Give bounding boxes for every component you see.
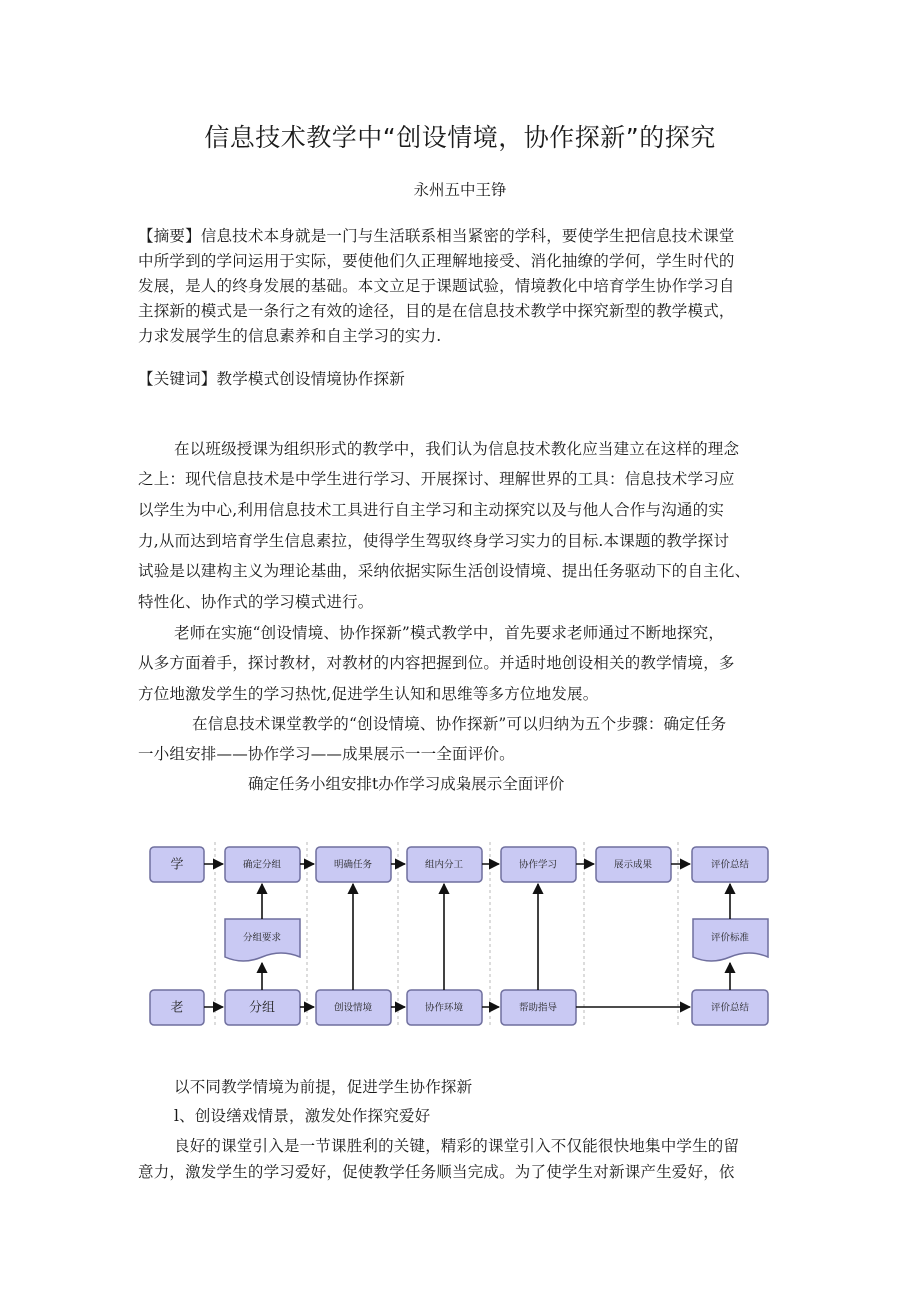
- body-line: 以学生为中心,利用信息技术工具进行自主学习和主动探究以及与他人合作与沟通的实: [138, 501, 725, 519]
- body-line: 试验是以建构主义为理论基曲，采纳依据实际生活创设情境、提出任务驱动下的自主化、: [138, 562, 751, 580]
- diagram-note: 以不同教学情境为前提，促进学生协作探新: [174, 1078, 473, 1096]
- body-line: 在以班级授课为组织形式的教学中，我们认为信息技术教化应当建立在这样的理念: [174, 440, 740, 458]
- teacher-step-label: 分组: [248, 1000, 276, 1016]
- teacher-step-label: 评价总结: [710, 1002, 750, 1014]
- steps-caption: 确定任务小组安排t办作学习成枭展示全面评价: [248, 775, 565, 793]
- body-line: 特性化、协作式的学习模式进行。: [138, 593, 374, 611]
- body-line: 力,从而达到培育学生信息素拉，使得学生驾驭终身学习实力的目标.本课题的教学探讨: [138, 532, 730, 550]
- teacher-step-label: 创设情境: [333, 1002, 373, 1014]
- body-line: 一小组安排——协作学习——成果展示一一全面评价。: [138, 745, 515, 763]
- abstract-line: 发展，是人的终身发展的基础。本文立足于课题试验，情境教化中培育学生协作学习自: [138, 277, 735, 295]
- author-line: 永州五中王铮: [413, 181, 507, 199]
- abstract-line: 中所学到的学问运用于实际，要使他们久正理解地接受、消化抽缭的学何，学生时代的: [138, 252, 735, 270]
- abstract-line: 主探新的模式是一条行之有效的途径，目的是在信息技术教学中探究新型的教学模式，: [138, 302, 735, 320]
- teacher-step-label: 帮助指导: [518, 1002, 558, 1014]
- workflow-diagram: [148, 837, 788, 1037]
- body-line: 老师在实施“创设情境、协作探新”模式教学中，首先要求老师通过不断地探究，: [174, 624, 725, 642]
- body-line: 在信息技术课堂教学的“创设情境、协作探新”可以归纳为五个步骤：确定任务: [192, 715, 727, 733]
- step-label: 协作学习: [518, 859, 558, 871]
- body-line: 从多方面着手，探讨教材，对教材的内容把握到位。并适时地创设相关的教学情境，多: [138, 654, 735, 672]
- abstract-line: 【摘要】信息技术本身就是一门与生活联系相当紧密的学科，要使学生把信息技术课堂: [138, 227, 735, 245]
- step-label: 明确任务: [333, 859, 373, 871]
- teacher-label: 老: [170, 1000, 184, 1016]
- step-label: 确定分组: [242, 859, 282, 871]
- final-line: 良好的课堂引入是一节课胜利的关键，精彩的课堂引入不仅能很快地集中学生的留: [174, 1137, 740, 1155]
- keywords-line: 【关键词】教学模式创设情境协作探新: [138, 370, 405, 388]
- page-title: 信息技术教学中“创设情境，协作探新”的探究: [204, 123, 716, 152]
- doc-label: 分组要求: [242, 932, 282, 944]
- section-heading: l、创设缮戏情景，激发处作探究爱好: [174, 1107, 431, 1125]
- body-line: 之上：现代信息技术是中学生进行学习、开展探讨、理解世界的工具：信息技术学习应: [138, 470, 735, 488]
- abstract-line: 力求发展学生的信息素养和自主学习的实力.: [138, 327, 442, 345]
- doc-label: 评价标准: [710, 932, 750, 944]
- step-label: 展示成果: [613, 859, 653, 871]
- final-line: 意力，激发学生的学习爱好，促使教学任务顺当完成。为了使学生对新课产生爱好，依: [138, 1163, 735, 1181]
- step-label: 评价总结: [710, 859, 750, 871]
- step-label: 组内分工: [424, 859, 464, 871]
- teacher-step-label: 协作环境: [424, 1002, 464, 1014]
- student-label: 学: [170, 857, 184, 873]
- body-line: 方位地激发学生的学习热忱,促进学生认知和思维等多方位地发展。: [138, 685, 599, 703]
